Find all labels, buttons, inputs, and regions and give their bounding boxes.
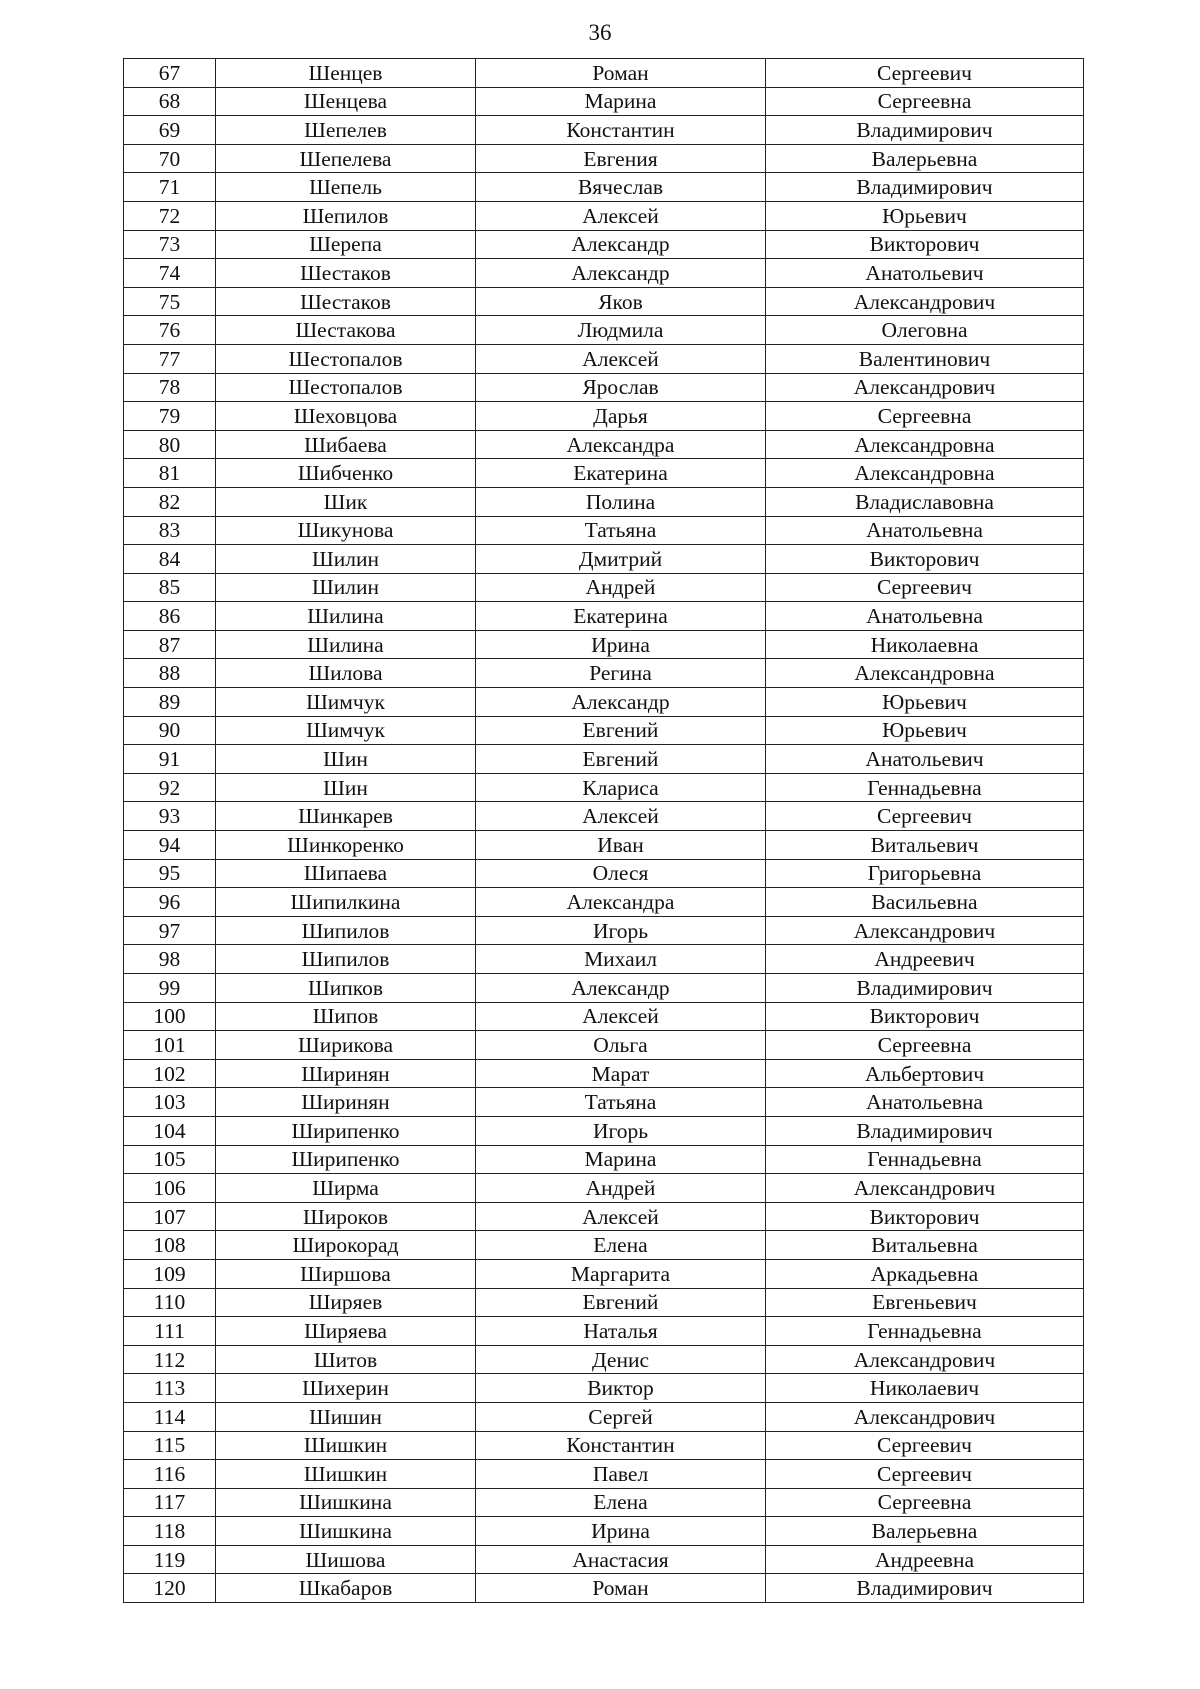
row-number-cell: 70: [124, 144, 216, 173]
last-name-cell: Шерепа: [216, 230, 476, 259]
patronymic-cell: Александрович: [766, 1174, 1084, 1203]
patronymic-cell: Андреевич: [766, 945, 1084, 974]
patronymic-cell: Александрович: [766, 373, 1084, 402]
last-name-cell: Шипков: [216, 974, 476, 1003]
table-row: [124, 116, 1084, 145]
row-number-cell: 89: [124, 688, 216, 717]
last-name-cell: Шишова: [216, 1545, 476, 1574]
patronymic-cell: Анатольевна: [766, 602, 1084, 631]
row-number-cell: 103: [124, 1088, 216, 1117]
table-row: [124, 1431, 1084, 1460]
patronymic-cell: Валерьевна: [766, 1517, 1084, 1546]
patronymic-cell: Аркадьевна: [766, 1259, 1084, 1288]
first-name-cell: Людмила: [476, 316, 766, 345]
table-row: [124, 1088, 1084, 1117]
first-name-cell: Александра: [476, 888, 766, 917]
table-row: [124, 1002, 1084, 1031]
table-row: [124, 1488, 1084, 1517]
last-name-cell: Шимчук: [216, 688, 476, 717]
patronymic-cell: Геннадьевна: [766, 773, 1084, 802]
patronymic-cell: Александровна: [766, 459, 1084, 488]
patronymic-cell: Сергеевич: [766, 1431, 1084, 1460]
table-row: [124, 573, 1084, 602]
first-name-cell: Олеся: [476, 859, 766, 888]
last-name-cell: Шипилов: [216, 916, 476, 945]
first-name-cell: Маргарита: [476, 1259, 766, 1288]
patronymic-cell: Юрьевич: [766, 716, 1084, 745]
table-row: [124, 1317, 1084, 1346]
first-name-cell: Марат: [476, 1059, 766, 1088]
row-number-cell: 71: [124, 173, 216, 202]
table-row: [124, 459, 1084, 488]
table-row: [124, 344, 1084, 373]
last-name-cell: Шипилов: [216, 945, 476, 974]
table-row: [124, 1402, 1084, 1431]
first-name-cell: Алексей: [476, 1202, 766, 1231]
last-name-cell: Шин: [216, 773, 476, 802]
table-row: [124, 316, 1084, 345]
first-name-cell: Марина: [476, 87, 766, 116]
patronymic-cell: Александрович: [766, 1345, 1084, 1374]
last-name-cell: Широкорад: [216, 1231, 476, 1260]
table-row: [124, 688, 1084, 717]
table-row: [124, 659, 1084, 688]
table-row: [124, 945, 1084, 974]
last-name-cell: Шеховцова: [216, 402, 476, 431]
last-name-cell: Шестопалов: [216, 344, 476, 373]
first-name-cell: Полина: [476, 487, 766, 516]
row-number-cell: 114: [124, 1402, 216, 1431]
table-row: [124, 1345, 1084, 1374]
patronymic-cell: Григорьевна: [766, 859, 1084, 888]
last-name-cell: Шестаков: [216, 259, 476, 288]
patronymic-cell: Анатольевна: [766, 516, 1084, 545]
first-name-cell: Наталья: [476, 1317, 766, 1346]
last-name-cell: Шимчук: [216, 716, 476, 745]
patronymic-cell: Викторович: [766, 545, 1084, 574]
last-name-cell: Шишкин: [216, 1431, 476, 1460]
patronymic-cell: Владимирович: [766, 116, 1084, 145]
patronymic-cell: Сергеевна: [766, 1031, 1084, 1060]
patronymic-cell: Валерьевна: [766, 144, 1084, 173]
row-number-cell: 95: [124, 859, 216, 888]
patronymic-cell: Юрьевич: [766, 688, 1084, 717]
first-name-cell: Марина: [476, 1145, 766, 1174]
table-row: [124, 1031, 1084, 1060]
row-number-cell: 101: [124, 1031, 216, 1060]
first-name-cell: Ярослав: [476, 373, 766, 402]
row-number-cell: 94: [124, 831, 216, 860]
row-number-cell: 112: [124, 1345, 216, 1374]
first-name-cell: Ирина: [476, 1517, 766, 1546]
patronymic-cell: Андреевна: [766, 1545, 1084, 1574]
last-name-cell: Шилина: [216, 630, 476, 659]
patronymic-cell: Александрович: [766, 916, 1084, 945]
last-name-cell: Шихерин: [216, 1374, 476, 1403]
row-number-cell: 115: [124, 1431, 216, 1460]
last-name-cell: Шикунова: [216, 516, 476, 545]
patronymic-cell: Александровна: [766, 659, 1084, 688]
first-name-cell: Татьяна: [476, 1088, 766, 1117]
first-name-cell: Алексей: [476, 201, 766, 230]
first-name-cell: Ирина: [476, 630, 766, 659]
patronymic-cell: Николаевич: [766, 1374, 1084, 1403]
patronymic-cell: Анатольевич: [766, 745, 1084, 774]
table-row: [124, 745, 1084, 774]
table-row: [124, 831, 1084, 860]
first-name-cell: Александр: [476, 259, 766, 288]
table-row: [124, 373, 1084, 402]
table-row: [124, 1174, 1084, 1203]
first-name-cell: Андрей: [476, 1174, 766, 1203]
row-number-cell: 76: [124, 316, 216, 345]
last-name-cell: Шилин: [216, 545, 476, 574]
last-name-cell: Шитов: [216, 1345, 476, 1374]
table-row: [124, 1517, 1084, 1546]
first-name-cell: Александр: [476, 230, 766, 259]
first-name-cell: Павел: [476, 1460, 766, 1489]
table-row: [124, 59, 1084, 88]
patronymic-cell: Николаевна: [766, 630, 1084, 659]
first-name-cell: Алексей: [476, 802, 766, 831]
first-name-cell: Константин: [476, 1431, 766, 1460]
row-number-cell: 99: [124, 974, 216, 1003]
last-name-cell: Шкабаров: [216, 1574, 476, 1603]
table-row: [124, 974, 1084, 1003]
last-name-cell: Шипаева: [216, 859, 476, 888]
last-name-cell: Шишкина: [216, 1517, 476, 1546]
first-name-cell: Екатерина: [476, 602, 766, 631]
patronymic-cell: Евгеньевич: [766, 1288, 1084, 1317]
last-name-cell: Шепелева: [216, 144, 476, 173]
table-row: [124, 1374, 1084, 1403]
first-name-cell: Виктор: [476, 1374, 766, 1403]
last-name-cell: Шишин: [216, 1402, 476, 1431]
first-name-cell: Ольга: [476, 1031, 766, 1060]
first-name-cell: Клариса: [476, 773, 766, 802]
row-number-cell: 77: [124, 344, 216, 373]
first-name-cell: Сергей: [476, 1402, 766, 1431]
first-name-cell: Дмитрий: [476, 545, 766, 574]
row-number-cell: 85: [124, 573, 216, 602]
table-row: [124, 859, 1084, 888]
row-number-cell: 109: [124, 1259, 216, 1288]
patronymic-cell: Сергеевич: [766, 59, 1084, 88]
patronymic-cell: Витальевна: [766, 1231, 1084, 1260]
row-number-cell: 72: [124, 201, 216, 230]
row-number-cell: 86: [124, 602, 216, 631]
row-number-cell: 81: [124, 459, 216, 488]
first-name-cell: Алексей: [476, 344, 766, 373]
patronymic-cell: Сергеевич: [766, 1460, 1084, 1489]
table-row: [124, 1288, 1084, 1317]
last-name-cell: Ширинян: [216, 1088, 476, 1117]
first-name-cell: Иван: [476, 831, 766, 860]
patronymic-cell: Викторович: [766, 230, 1084, 259]
patronymic-cell: Викторович: [766, 1202, 1084, 1231]
first-name-cell: Елена: [476, 1231, 766, 1260]
first-name-cell: Александра: [476, 430, 766, 459]
row-number-cell: 82: [124, 487, 216, 516]
row-number-cell: 75: [124, 287, 216, 316]
row-number-cell: 73: [124, 230, 216, 259]
table-row: [124, 201, 1084, 230]
patronymic-cell: Владиславовна: [766, 487, 1084, 516]
table-row: [124, 630, 1084, 659]
patronymic-cell: Владимирович: [766, 1574, 1084, 1603]
table-row: [124, 87, 1084, 116]
last-name-cell: Шестакова: [216, 316, 476, 345]
first-name-cell: Евгений: [476, 745, 766, 774]
last-name-cell: Шин: [216, 745, 476, 774]
row-number-cell: 84: [124, 545, 216, 574]
last-name-cell: Шилина: [216, 602, 476, 631]
row-number-cell: 113: [124, 1374, 216, 1403]
last-name-cell: Шилова: [216, 659, 476, 688]
page-number: 36: [588, 20, 612, 45]
last-name-cell: Шестаков: [216, 287, 476, 316]
table-row: [124, 430, 1084, 459]
patronymic-cell: Анатольевич: [766, 259, 1084, 288]
last-name-cell: Шишкин: [216, 1460, 476, 1489]
row-number-cell: 79: [124, 402, 216, 431]
last-name-cell: Шибченко: [216, 459, 476, 488]
row-number-cell: 111: [124, 1317, 216, 1346]
last-name-cell: Шенцева: [216, 87, 476, 116]
first-name-cell: Вячеслав: [476, 173, 766, 202]
first-name-cell: Татьяна: [476, 516, 766, 545]
row-number-cell: 80: [124, 430, 216, 459]
first-name-cell: Андрей: [476, 573, 766, 602]
table-row: [124, 1145, 1084, 1174]
first-name-cell: Евгений: [476, 716, 766, 745]
table-row: [124, 888, 1084, 917]
first-name-cell: Константин: [476, 116, 766, 145]
first-name-cell: Яков: [476, 287, 766, 316]
last-name-cell: Шипилкина: [216, 888, 476, 917]
row-number-cell: 100: [124, 1002, 216, 1031]
table-row: [124, 1116, 1084, 1145]
first-name-cell: Алексей: [476, 1002, 766, 1031]
row-number-cell: 92: [124, 773, 216, 802]
last-name-cell: Ширма: [216, 1174, 476, 1203]
last-name-cell: Шепелев: [216, 116, 476, 145]
row-number-cell: 68: [124, 87, 216, 116]
row-number-cell: 120: [124, 1574, 216, 1603]
patronymic-cell: Владимирович: [766, 1116, 1084, 1145]
row-number-cell: 118: [124, 1517, 216, 1546]
patronymic-cell: Владимирович: [766, 173, 1084, 202]
patronymic-cell: Александровна: [766, 430, 1084, 459]
patronymic-cell: Сергеевна: [766, 402, 1084, 431]
table-row: [124, 259, 1084, 288]
names-table-container: [123, 58, 1083, 1603]
first-name-cell: Екатерина: [476, 459, 766, 488]
row-number-cell: 102: [124, 1059, 216, 1088]
table-row: [124, 773, 1084, 802]
names-table-body: [124, 59, 1084, 1603]
patronymic-cell: Валентинович: [766, 344, 1084, 373]
table-row: [124, 545, 1084, 574]
last-name-cell: Шенцев: [216, 59, 476, 88]
row-number-cell: 67: [124, 59, 216, 88]
table-row: [124, 1202, 1084, 1231]
last-name-cell: Шипов: [216, 1002, 476, 1031]
row-number-cell: 87: [124, 630, 216, 659]
table-row: [124, 802, 1084, 831]
row-number-cell: 90: [124, 716, 216, 745]
first-name-cell: Игорь: [476, 1116, 766, 1145]
table-row: [124, 916, 1084, 945]
row-number-cell: 110: [124, 1288, 216, 1317]
row-number-cell: 97: [124, 916, 216, 945]
last-name-cell: Шестопалов: [216, 373, 476, 402]
first-name-cell: Александр: [476, 974, 766, 1003]
last-name-cell: Шинкоренко: [216, 831, 476, 860]
row-number-cell: 108: [124, 1231, 216, 1260]
last-name-cell: Ширшова: [216, 1259, 476, 1288]
last-name-cell: Шепель: [216, 173, 476, 202]
table-row: [124, 230, 1084, 259]
row-number-cell: 88: [124, 659, 216, 688]
table-row: [124, 287, 1084, 316]
patronymic-cell: Сергеевич: [766, 573, 1084, 602]
patronymic-cell: Олеговна: [766, 316, 1084, 345]
patronymic-cell: Анатольевна: [766, 1088, 1084, 1117]
first-name-cell: Денис: [476, 1345, 766, 1374]
first-name-cell: Игорь: [476, 916, 766, 945]
row-number-cell: 117: [124, 1488, 216, 1517]
row-number-cell: 78: [124, 373, 216, 402]
row-number-cell: 74: [124, 259, 216, 288]
table-row: [124, 602, 1084, 631]
row-number-cell: 105: [124, 1145, 216, 1174]
table-row: [124, 402, 1084, 431]
patronymic-cell: Васильевна: [766, 888, 1084, 917]
last-name-cell: Широков: [216, 1202, 476, 1231]
last-name-cell: Шинкарев: [216, 802, 476, 831]
first-name-cell: Роман: [476, 1574, 766, 1603]
table-row: [124, 173, 1084, 202]
row-number-cell: 119: [124, 1545, 216, 1574]
last-name-cell: Шилин: [216, 573, 476, 602]
names-table: [123, 58, 1084, 1603]
first-name-cell: Евгения: [476, 144, 766, 173]
last-name-cell: Ширинян: [216, 1059, 476, 1088]
last-name-cell: Ширяева: [216, 1317, 476, 1346]
table-row: [124, 1231, 1084, 1260]
first-name-cell: Анастасия: [476, 1545, 766, 1574]
patronymic-cell: Сергеевна: [766, 87, 1084, 116]
row-number-cell: 116: [124, 1460, 216, 1489]
table-row: [124, 1545, 1084, 1574]
row-number-cell: 91: [124, 745, 216, 774]
row-number-cell: 93: [124, 802, 216, 831]
table-row: [124, 1059, 1084, 1088]
first-name-cell: Регина: [476, 659, 766, 688]
table-row: [124, 144, 1084, 173]
patronymic-cell: Витальевич: [766, 831, 1084, 860]
table-row: [124, 1574, 1084, 1603]
last-name-cell: Ширикова: [216, 1031, 476, 1060]
row-number-cell: 106: [124, 1174, 216, 1203]
last-name-cell: Шибаева: [216, 430, 476, 459]
last-name-cell: Шепилов: [216, 201, 476, 230]
row-number-cell: 107: [124, 1202, 216, 1231]
patronymic-cell: Александрович: [766, 287, 1084, 316]
table-row: [124, 1460, 1084, 1489]
first-name-cell: Александр: [476, 688, 766, 717]
first-name-cell: Дарья: [476, 402, 766, 431]
row-number-cell: 69: [124, 116, 216, 145]
patronymic-cell: Викторович: [766, 1002, 1084, 1031]
first-name-cell: Елена: [476, 1488, 766, 1517]
table-row: [124, 1259, 1084, 1288]
row-number-cell: 98: [124, 945, 216, 974]
first-name-cell: Роман: [476, 59, 766, 88]
last-name-cell: Шик: [216, 487, 476, 516]
patronymic-cell: Владимирович: [766, 974, 1084, 1003]
table-row: [124, 716, 1084, 745]
row-number-cell: 96: [124, 888, 216, 917]
table-row: [124, 516, 1084, 545]
last-name-cell: Шишкина: [216, 1488, 476, 1517]
last-name-cell: Ширипенко: [216, 1145, 476, 1174]
patronymic-cell: Сергеевич: [766, 802, 1084, 831]
row-number-cell: 104: [124, 1116, 216, 1145]
row-number-cell: 83: [124, 516, 216, 545]
patronymic-cell: Геннадьевна: [766, 1317, 1084, 1346]
first-name-cell: Михаил: [476, 945, 766, 974]
table-row: [124, 487, 1084, 516]
patronymic-cell: Геннадьевна: [766, 1145, 1084, 1174]
patronymic-cell: Юрьевич: [766, 201, 1084, 230]
patronymic-cell: Александрович: [766, 1402, 1084, 1431]
patronymic-cell: Сергеевна: [766, 1488, 1084, 1517]
first-name-cell: Евгений: [476, 1288, 766, 1317]
patronymic-cell: Альбертович: [766, 1059, 1084, 1088]
last-name-cell: Ширипенко: [216, 1116, 476, 1145]
last-name-cell: Ширяев: [216, 1288, 476, 1317]
